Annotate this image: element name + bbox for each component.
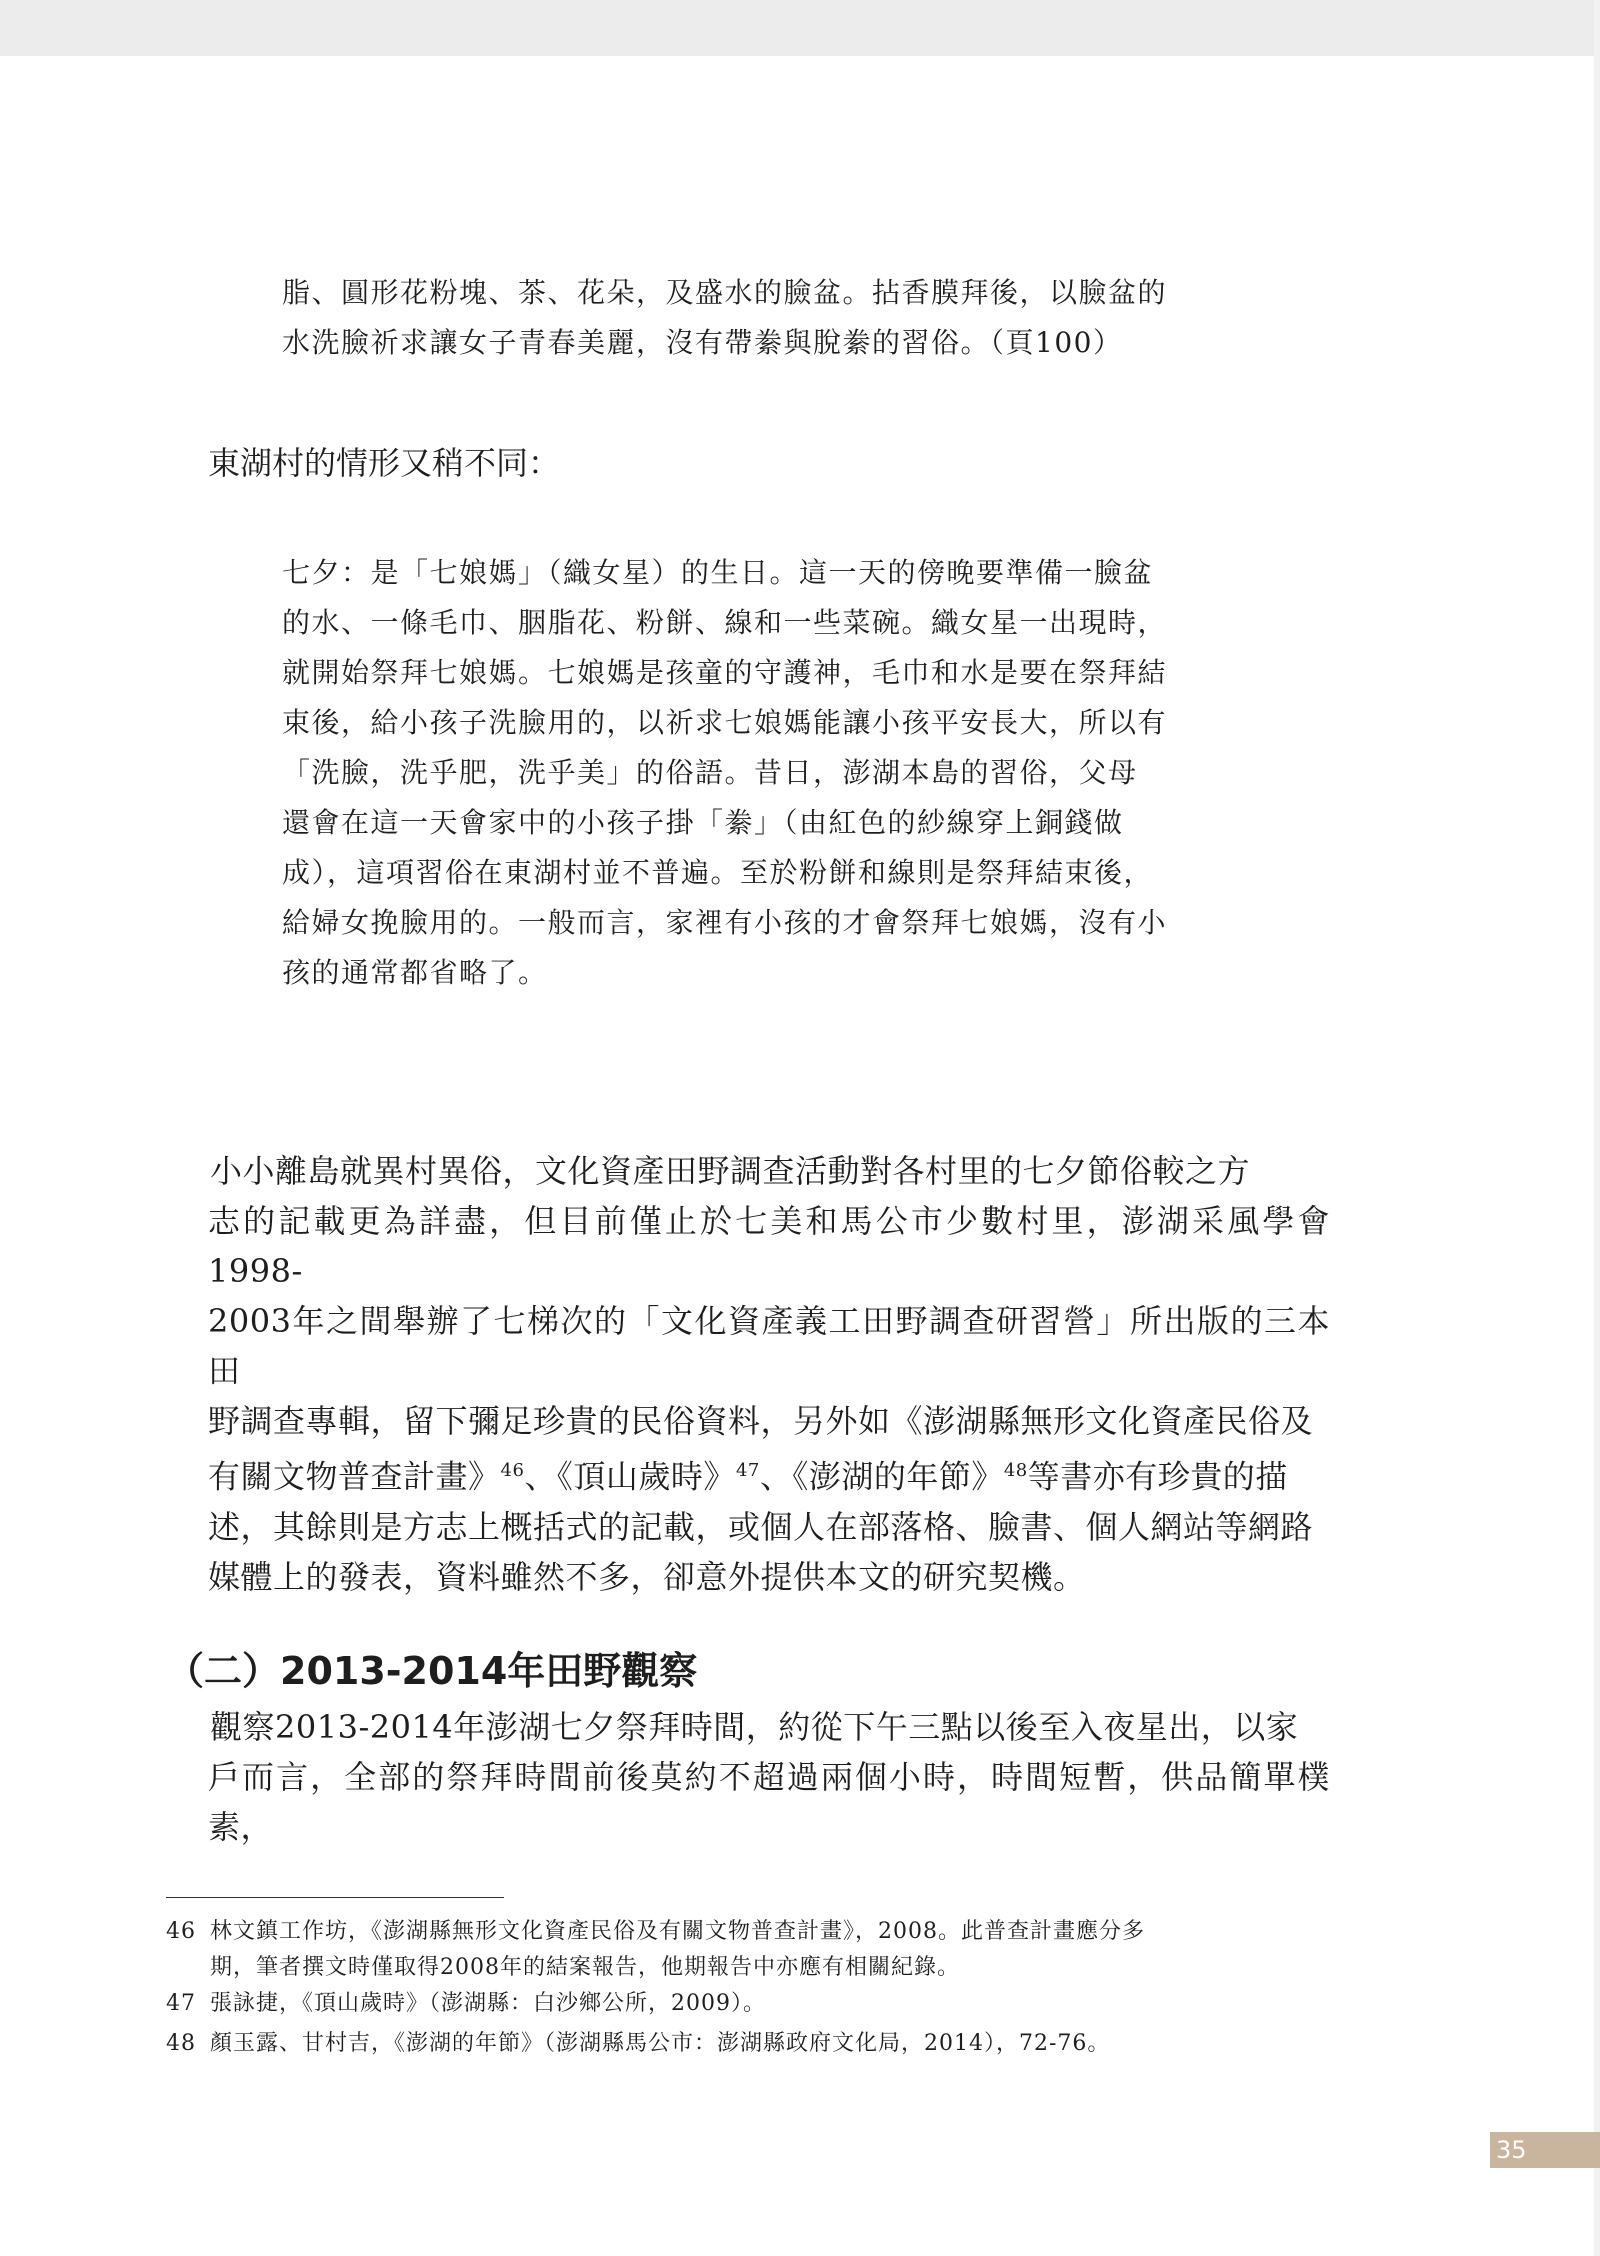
section-heading: （二）2013-2014年田野觀察	[166, 1649, 698, 1693]
footnote-text: 林文鎮工作坊，《澎湖縣無形文化資產民俗及有關文物普查計畫》，2008。此普查計畫應分多	[210, 1919, 1145, 1944]
body-line	[208, 1446, 1330, 1502]
quote-block-1	[282, 268, 1322, 368]
quote-line: 「洗臉，洗乎肥，洗乎美」的俗語。昔日，澎湖本島的習俗，父母	[282, 756, 1138, 789]
body-line: 小小離島就異村異俗，文化資產田野調查活動對各村里的七夕節俗較之方	[210, 1152, 1251, 1190]
body-line: 戶而言，全部的祭拜時間前後莫約不超過兩個小時，時間短暫，供品簡單樸素，	[208, 1758, 1330, 1846]
footnote-text: 張詠捷，《頂山歲時》（澎湖縣：白沙鄉公所，2009）。	[210, 1991, 766, 2016]
quote-line: 水洗臉祈求讓女子青春美麗，沒有帶絭與脫絭的習俗。（頁100）	[282, 326, 1123, 359]
body-paragraph-1	[208, 1146, 1330, 1602]
quote-line: 給婦女挽臉用的。一般而言，家裡有小孩的才會祭拜七娘媽，沒有小	[282, 906, 1168, 939]
footnote-47	[166, 1986, 1336, 2022]
footnote-number: 47	[166, 1991, 196, 2016]
quote-line: 孩的通常都省略了。	[282, 956, 548, 989]
body-line: 2003年之間舉辦了七梯次的「文化資產義工田野調查研習營」所出版的三本田	[208, 1302, 1330, 1390]
footnote-number: 48	[166, 2031, 196, 2056]
footnote-ref[interactable]: 46	[500, 1460, 525, 1481]
body-line: 野調查專輯，留下彌足珍貴的民俗資料，另外如《澎湖縣無形文化資產民俗及	[208, 1402, 1314, 1440]
quote-line: 脂、圓形花粉塊、茶、花朵，及盛水的臉盆。拈香膜拜後，以臉盆的	[282, 276, 1168, 309]
footnote-46	[166, 1914, 1336, 1986]
footnote-text: 顏玉露、甘村吉，《澎湖的年節》（澎湖縣馬公市：澎湖縣政府文化局，2014），72-76。	[210, 2031, 1111, 2056]
quote-line: 的水、一條毛巾、胭脂花、粉餅、線和一些菜碗。織女星一出現時，	[282, 606, 1168, 639]
body-line: 媒體上的發表，資料雖然不多，卻意外提供本文的研究契機。	[208, 1557, 1086, 1596]
intro-line: 東湖村的情形又稍不同：	[208, 444, 561, 482]
quote-line: 就開始祭拜七娘媽。七娘媽是孩童的守護神，毛巾和水是要在祭拜結	[282, 656, 1168, 689]
quote-block-2	[282, 548, 1322, 998]
footnote-ref[interactable]: 47	[735, 1460, 760, 1481]
quote-line: 七夕：是「七娘媽」（織女星）的生日。這一天的傍晚要準備一臉盆	[282, 556, 1154, 589]
footnote-48	[166, 2026, 1336, 2062]
body-text: 等書亦有珍貴的描	[1027, 1457, 1288, 1496]
body-line: 志的記載更為詳盡，但目前僅止於七美和馬公市少數村里，澎湖采風學會1998-	[208, 1202, 1330, 1290]
footnote-number: 46	[166, 1919, 196, 1944]
footnote-text-cont: 期，筆者撰文時僅取得2008年的結案報告，他期報告中亦應有相關紀錄。	[210, 1955, 960, 1980]
page-number: 35	[1496, 2136, 1527, 2164]
body-line: 觀察2013-2014年澎湖七夕祭拜時間，約從下午三點以後至入夜星出，以家	[210, 1708, 1299, 1746]
quote-line: 成），這項習俗在東湖村並不普遍。至於粉餅和線則是祭拜結束後，	[282, 856, 1154, 889]
book-title-text: 、《頂山歲時》	[524, 1457, 736, 1496]
quote-line: 束後，給小孩子洗臉用的，以祈求七娘媽能讓小孩平安長大，所以有	[282, 706, 1168, 739]
footnote-ref[interactable]: 48	[1003, 1460, 1028, 1481]
scan-top-band	[0, 0, 1600, 56]
scan-right-edge	[1594, 0, 1600, 2256]
book-title-text: 有關文物普查計畫》	[208, 1457, 501, 1496]
footnote-divider	[166, 1897, 504, 1898]
quote-line: 還會在這一天會家中的小孩子掛「絭」（由紅色的紗線穿上銅錢做	[282, 806, 1124, 839]
book-title-text: 、《澎湖的年節》	[759, 1457, 1004, 1496]
body-line: 述，其餘則是方志上概括式的記載，或個人在部落格、臉書、個人網站等網路	[208, 1507, 1314, 1546]
body-paragraph-2	[208, 1702, 1330, 1852]
